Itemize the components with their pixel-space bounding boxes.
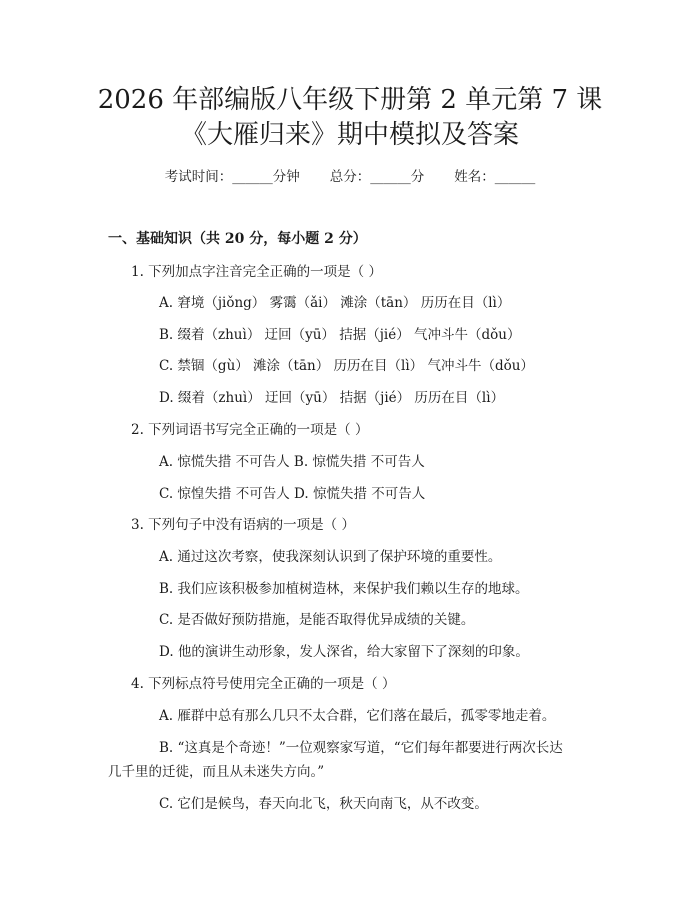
question-stem: 3. 下列句子中没有语病的一项是（ ） (131, 517, 355, 533)
option-b: B. 我们应该积极参加植树造林，来保护我们赖以生存的地球。 (159, 581, 529, 597)
exam-title-line2: 《大雁归来》期中模拟及答案 (180, 120, 519, 150)
option-ab: A. 惊慌失措 不可告人 B. 惊慌失措 不可告人 (159, 454, 425, 470)
option-d: D. 他的演讲生动形象，发人深省，给大家留下了深刻的印象。 (159, 644, 529, 660)
total-score-field: 总分：______分 (329, 169, 425, 185)
question-stem: 4. 下列标点符号使用完全正确的一项是（ ） (131, 676, 396, 692)
question-stem: 2. 下列词语书写完全正确的一项是（ ） (131, 422, 369, 438)
option-b: B. “这真是个奇迹！”一位观察家写道，“它们每年都要进行两次长达 (159, 740, 563, 756)
option-c: C. 是否做好预防措施，是能否取得优异成绩的关键。 (159, 612, 475, 628)
option-cd: C. 惊惶失措 不可告人 D. 惊慌失措 不可告人 (159, 486, 426, 502)
option-b: B. 缀着（zhuì） 迂回（yū） 拮据（jié） 气冲斗牛（dǒu） (159, 327, 521, 343)
option-c: C. 它们是候鸟，春天向北飞，秋天向南飞，从不改变。 (159, 796, 488, 812)
exam-title-line1: 2026 年部编版八年级下册第 2 单元第 7 课 (97, 85, 603, 115)
exam-info-bar (0, 168, 700, 186)
option-a: A. 雁群中总有那么几只不太合群，它们落在最后，孤零零地走着。 (159, 708, 556, 724)
option-a: A. 通过这次考察，使我深刻认识到了保护环境的重要性。 (159, 549, 502, 565)
option-a: A. 窘境（jiǒng） 雾霭（ǎi） 滩涂（tān） 历历在目（lì） (159, 295, 511, 311)
option-c: C. 禁锢（gù） 滩涂（tān） 历历在目（lì） 气冲斗牛（dǒu） (159, 358, 534, 374)
exam-time-field: 考试时间：______分钟 (164, 169, 300, 185)
question-stem: 1. 下列加点字注音完全正确的一项是（ ） (131, 264, 382, 280)
section-heading: 一、基础知识（共 20 分，每小题 2 分） (108, 231, 367, 247)
option-b-continued: 几千里的迁徙，而且从未迷失方向。” (108, 764, 325, 780)
student-name-field: 姓名：______ (454, 169, 536, 185)
option-d: D. 缀着（zhuì） 迂回（yū） 拮据（jié） 历历在目（lì） (159, 390, 505, 406)
